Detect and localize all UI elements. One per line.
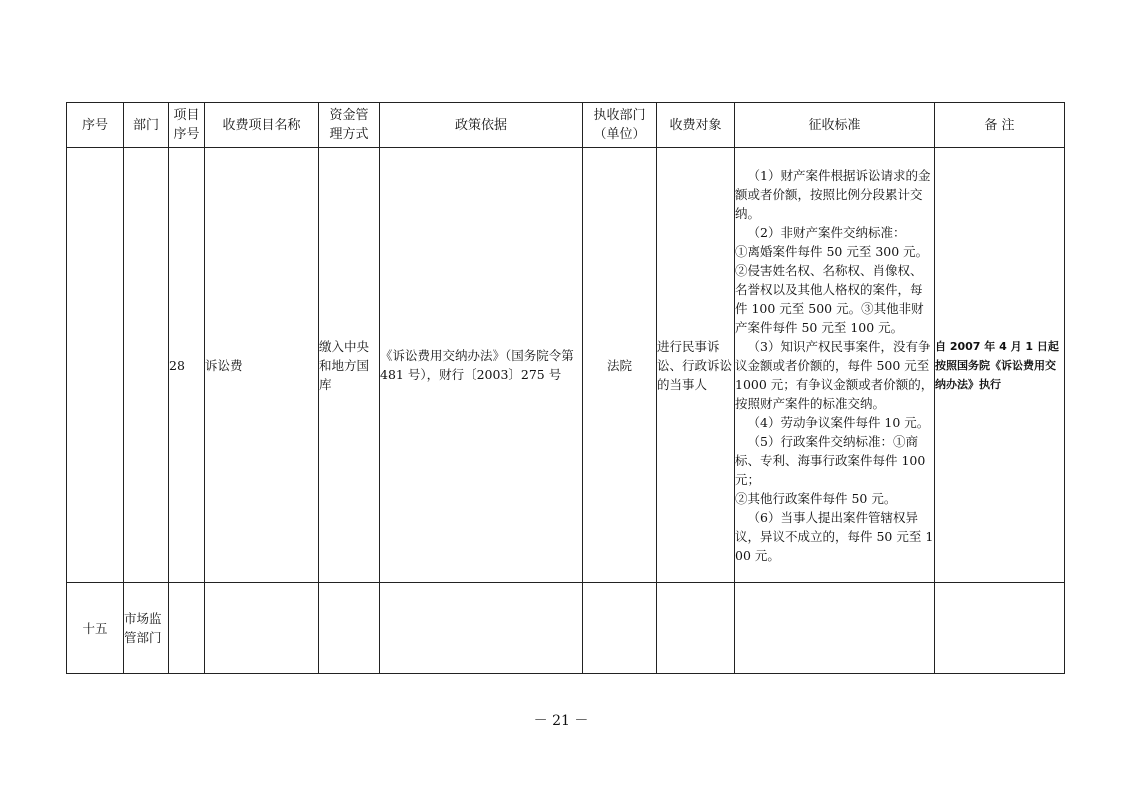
cell-seq: 十五	[67, 583, 124, 674]
standard-item-8: ②其他行政案件每件 50 元。	[735, 490, 897, 506]
cell-policy	[380, 583, 583, 674]
cell-seq	[67, 148, 124, 583]
cell-collector: 法院	[583, 148, 657, 583]
standard-item-2: （2）非财产案件交纳标准：	[747, 224, 906, 240]
cell-fund-mgmt: 缴入中央和地方国库	[319, 148, 380, 583]
fee-table	[66, 102, 1065, 674]
cell-target	[657, 583, 735, 674]
cell-item-seq: 28	[169, 148, 205, 583]
cell-item-name	[205, 583, 319, 674]
cell-standard	[735, 583, 935, 674]
cell-remarks: 自 2007 年 4 月 1 日起按照国务院《诉讼费用交纳办法》执行	[935, 148, 1065, 583]
cell-policy: 《诉讼费用交纳办法》（国务院令第 481 号），财行〔2003〕275 号	[380, 148, 583, 583]
standard-item-7: （5）行政案件交纳标准：①商标、专利、海事行政案件每件 100 元；	[735, 433, 926, 487]
cell-target: 进行民事诉讼、行政诉讼的当事人	[657, 148, 735, 583]
header-seq: 序号	[67, 103, 124, 148]
standard-item-9: （6）当事人提出案件管辖权异议，异议不成立的，每件 50 元至 100 元。	[735, 509, 934, 563]
table-row	[67, 583, 1065, 674]
header-target: 收费对象	[657, 103, 735, 148]
header-standard: 征收标准	[735, 103, 935, 148]
header-item-seq: 项目 序号	[169, 103, 205, 148]
cell-dept: 市场监管部门	[124, 583, 169, 674]
standard-item-1: （1）财产案件根据诉讼请求的金额或者价额，按照比例分段累计交纳。	[735, 167, 931, 221]
cell-item-name: 诉讼费	[205, 148, 319, 583]
header-fund-mgmt: 资金管 理方式	[319, 103, 380, 148]
cell-remarks	[935, 583, 1065, 674]
table-row	[67, 148, 1065, 583]
header-policy: 政策依据	[380, 103, 583, 148]
table-header-row	[67, 103, 1065, 148]
cell-collector	[583, 583, 657, 674]
cell-item-seq	[169, 583, 205, 674]
header-dept: 部门	[124, 103, 169, 148]
standard-item-3: ①离婚案件每件 50 元至 300 元。	[735, 243, 929, 259]
page-number: － 21 －	[533, 713, 589, 729]
cell-standard	[735, 148, 935, 583]
standard-item-5: （3）知识产权民事案件，没有争议金额或者价额的，每件 500 元至 1000 元；有争议金额或者价额的，按照财产案件的标准交纳。	[735, 338, 934, 411]
standard-item-6: （4）劳动争议案件每件 10 元。	[747, 414, 930, 430]
header-remarks: 备 注	[935, 103, 1065, 148]
cell-dept	[124, 148, 169, 583]
header-item-name: 收费项目名称	[205, 103, 319, 148]
header-collector: 执收部门 （单位）	[583, 103, 657, 148]
cell-fund-mgmt	[319, 583, 380, 674]
standard-item-4: ②侵害姓名权、名称权、肖像权、名誉权以及其他人格权的案件，每件 100 元至 500 元。③其他非财产案件每件 50 元至 100 元。	[735, 262, 924, 335]
